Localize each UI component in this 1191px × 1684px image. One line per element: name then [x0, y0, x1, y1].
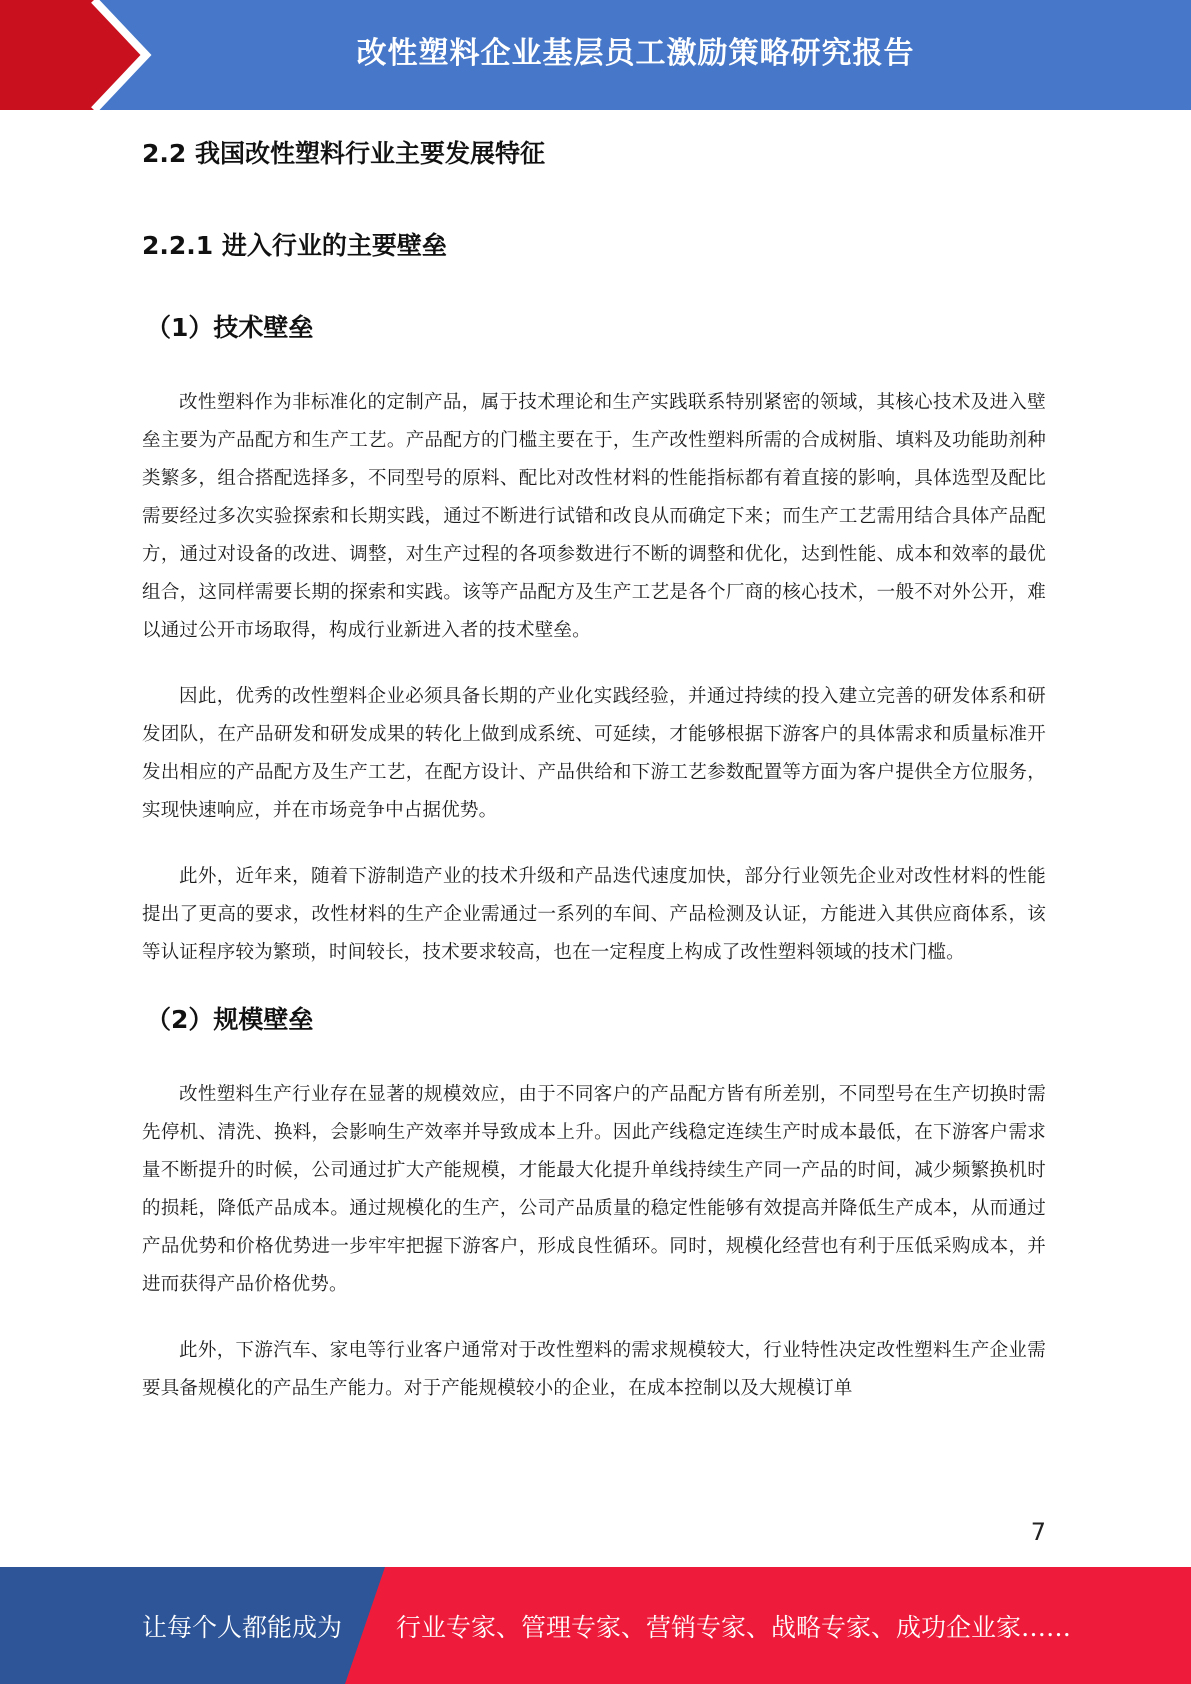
header-title: 改性塑料企业基层员工激励策略研究报告 — [356, 36, 915, 71]
subsection-heading: 2.2.1 进入行业的主要壁垒 — [142, 231, 447, 260]
footer-slogan-right: 行业专家、管理专家、营销专家、战略专家、成功企业家…… — [396, 1612, 1072, 1642]
paragraph: 因此，优秀的改性塑料企业必须具备长期的产业化实践经验，并通过持续的投入建立完善的研发体系和研发团队，在产品研发和研发成果的转化上做到成系统、可延续，才能够根据下游客户的具体需求和质量标准开发出相应的产品配方及生产工艺，在配方设计、产品供给和下游工艺参数配置等方面为客户提供全方位服务，实现快速响应，并在市场竞争中占据优势。 — [142, 686, 1046, 821]
page-footer — [0, 1567, 1191, 1684]
paragraph: 改性塑料作为非标准化的定制产品，属于技术理论和生产实践联系特别紧密的领域，其核心技术及进入壁垒主要为产品配方和生产工艺。产品配方的门槛主要在于，生产改性塑料所需的合成树脂、填料及功能助剂种类繁多，组合搭配选择多，不同型号的原料、配比对改性材料的性能指标都有着直接的影响，具体选型及配比需要经过多次实验探索和长期实践，通过不断进行试错和改良从而确定下来；而生产工艺需用结合具体产品配方，通过对设备的改进、调整，对生产过程的各项参数进行不断的调整和优化，达到性能、成本和效率的最优组合，这同样需要长期的探索和实践。该等产品配方及生产工艺是各个厂商的核心技术，一般不对外公开，难以通过公开市场取得，构成行业新进入者的技术壁垒。 — [142, 392, 1046, 641]
footer-slogan-left: 让每个人都能成为 — [142, 1612, 343, 1642]
paragraph: 改性塑料生产行业存在显著的规模效应，由于不同客户的产品配方皆有所差别，不同型号在生产切换时需先停机、清洗、换料，会影响生产效率并导致成本上升。因此产线稳定连续生产时成本最低，在下游客户需求量不断提升的时候，公司通过扩大产能规模，才能最大化提升单线持续生产同一产品的时间，减少频繁换机时的损耗，降低产品成本。通过规模化的生产，公司产品质量的稳定性能够有效提高并降低生产成本，从而通过产品优势和价格优势进一步牢牢把握下游客户，形成良性循环。同时，规模化经营也有利于压低采购成本，并进而获得产品价格优势。 — [142, 1084, 1046, 1295]
paragraph: 此外，下游汽车、家电等行业客户通常对于改性塑料的需求规模较大，行业特性决定改性塑料生产企业需要具备规模化的产品生产能力。对于产能规模较小的企业，在成本控制以及大规模订单 — [142, 1340, 1046, 1399]
section-heading: 2.2 我国改性塑料行业主要发展特征 — [142, 139, 545, 168]
part-heading-scale-barrier: （2）规模壁垒 — [146, 1005, 314, 1034]
paragraph: 此外，近年来，随着下游制造产业的技术升级和产品迭代速度加快，部分行业领先企业对改性材料的性能提出了更高的要求，改性材料的生产企业需通过一系列的车间、产品检测及认证，方能进入其供应商体系，该等认证程序较为繁琐，时间较长，技术要求较高，也在一定程度上构成了改性塑料领域的技术门槛。 — [142, 866, 1046, 963]
page-header — [0, 0, 1191, 110]
part-heading-technical-barrier: （1）技术壁垒 — [146, 313, 314, 342]
page-number: 7 — [1030, 1518, 1046, 1546]
page-content — [142, 120, 1046, 1408]
